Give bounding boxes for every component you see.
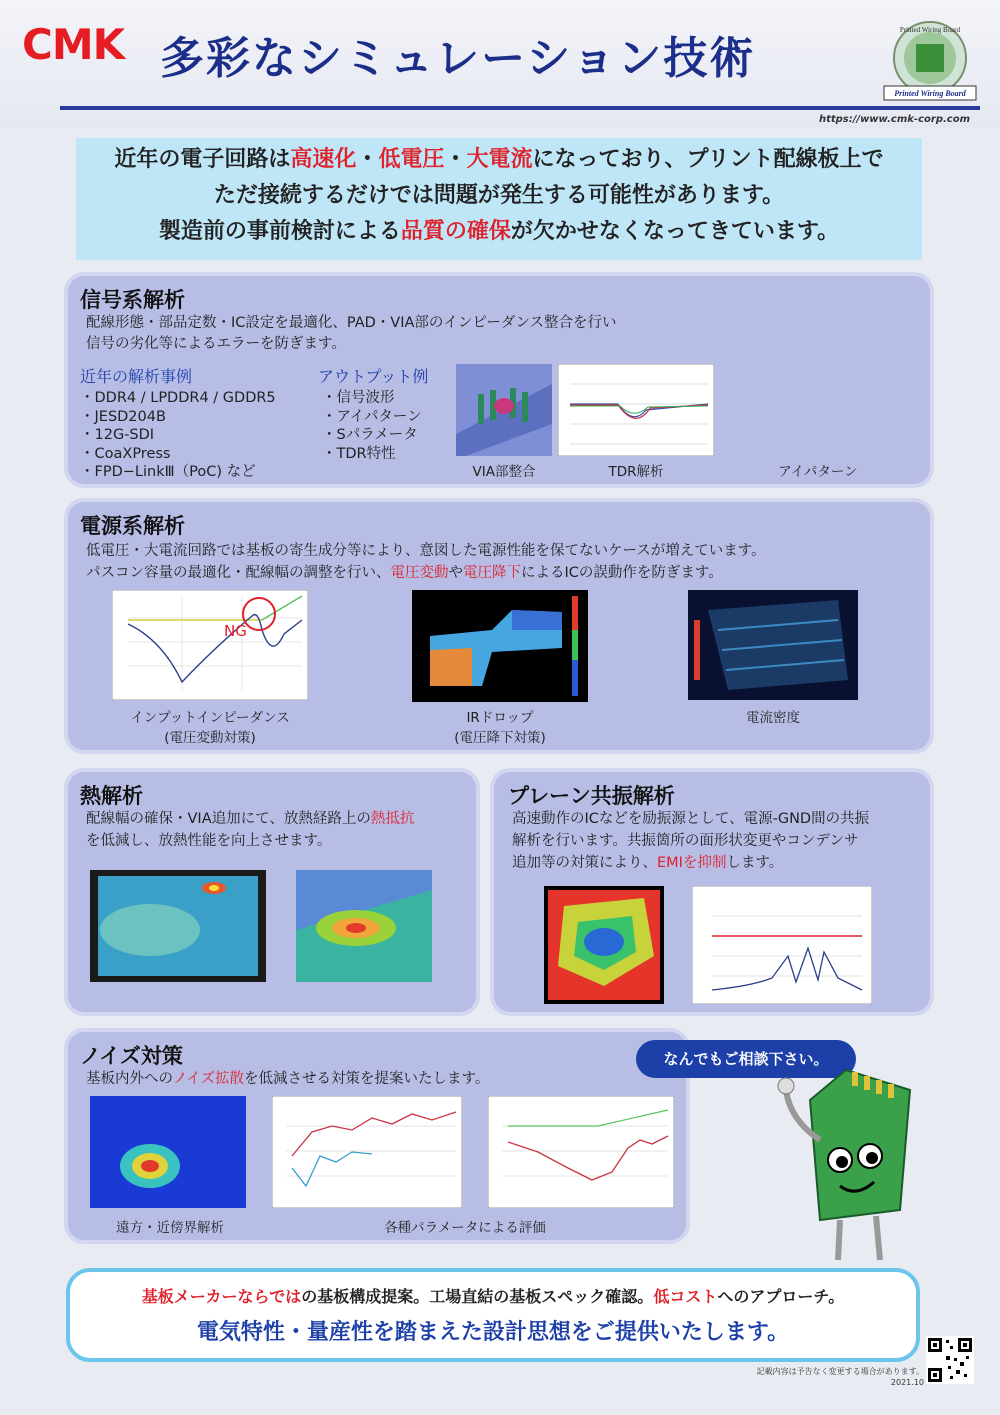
signal-desc-1: 配線形態・部品定数・IC設定を最適化、PAD・VIA部のインピーダンス整合を行い xyxy=(86,315,617,331)
outputs-list xyxy=(322,389,422,463)
case-item: ・DDR4 / LPDDR4 / GDDR5 xyxy=(80,390,276,406)
closing-text: の基板構成提案。工場直結の基板スペック確認。 xyxy=(301,1287,654,1306)
disclaimer: 記載内容は予告なく変更する場合があります。 xyxy=(756,1367,924,1376)
cmk-logo[interactable]: CMK xyxy=(22,20,125,69)
mascot-character xyxy=(760,1060,930,1270)
via-simulation-image xyxy=(456,364,552,456)
intro-text: 近年の電子回路は xyxy=(114,147,291,172)
caption-ir-drop-sub: (電圧降下対策) xyxy=(454,730,546,746)
power-desc-2 xyxy=(86,562,723,584)
power-text: によるICの誤動作を防ぎます。 xyxy=(521,565,723,581)
badge-top-text: Printed Wiring Board xyxy=(899,26,961,34)
page-title: 多彩なシミュレーション技術 xyxy=(160,33,756,84)
caption-current-density: 電流密度 xyxy=(746,710,800,726)
intro-box xyxy=(76,138,922,260)
emission-chart-image xyxy=(272,1096,462,1208)
output-item: ・アイパターン xyxy=(322,408,422,425)
plane-highlight: EMIを抑制 xyxy=(657,855,727,871)
intro-line-1 xyxy=(76,142,922,178)
immunity-chart-image xyxy=(488,1096,674,1208)
plane-desc-1: 高速動作のICなどを励振源として、電源-GND間の共振 xyxy=(512,811,870,827)
ir-drop-image xyxy=(412,590,588,702)
caption-field-analysis: 遠方・近傍界解析 xyxy=(116,1220,224,1236)
plane-text: します。 xyxy=(726,855,784,871)
thermal-desc-1 xyxy=(86,808,414,830)
closing-highlight: 基板メーカーならでは xyxy=(141,1287,302,1306)
intro-text: 製造前の事前検討による xyxy=(158,219,401,244)
power-highlight: 電圧変動 xyxy=(390,565,449,581)
caption-eye: アイパターン xyxy=(778,464,858,480)
output-item: ・TDR特性 xyxy=(322,445,396,462)
noise-text: 基板内外への xyxy=(86,1071,173,1087)
printed-wiring-board-badge xyxy=(882,18,978,102)
intro-text: ・ xyxy=(444,147,467,172)
signal-title: 信号系解析 xyxy=(80,288,185,312)
caption-ir-drop: IRドロップ xyxy=(466,710,534,726)
closing-line-2: 電気特性・量産性を踏まえた設計思想をご提供いたします。 xyxy=(196,1320,790,1345)
thermal-desc-2: を低減し、放熱性能を向上させます。 xyxy=(86,833,332,849)
thermal-text: 配線幅の確保・VIA追加にて、放熱経路上の xyxy=(86,811,371,827)
caption-impedance: インプットインピーダンス xyxy=(130,710,290,726)
power-text: パスコン容量の最適化・配線幅の調整を行い、 xyxy=(86,565,391,581)
closing-text: へのアプローチ。 xyxy=(717,1287,845,1306)
current-density-image xyxy=(688,590,858,700)
case-item: ・CoaXPress xyxy=(80,445,171,462)
noise-title: ノイズ対策 xyxy=(80,1044,183,1068)
ng-label: NG xyxy=(224,622,247,640)
intro-text: になっており、プリント配線板上で xyxy=(532,147,884,172)
closing-line-1 xyxy=(70,1284,916,1307)
power-desc-1: 低電圧・大電流回路では基板の寄生成分等により、意図した電源性能を保てないケースが増えています。 xyxy=(86,543,766,559)
cases-list xyxy=(80,389,276,482)
noise-highlight: ノイズ拡散 xyxy=(173,1071,245,1087)
plane-desc-3 xyxy=(512,852,783,874)
resonance-map-image xyxy=(544,886,664,1004)
intro-highlight: 高速化 xyxy=(290,147,357,172)
signal-desc-2: 信号の劣化等によるエラーを防ぎます。 xyxy=(86,336,346,352)
speech-bubble: なんでもご相談下さい。 xyxy=(636,1040,856,1078)
thermal-map-image-1 xyxy=(90,870,266,982)
intro-text: が欠かせなくなってきています。 xyxy=(510,219,840,244)
impedance-chart-image xyxy=(112,590,308,700)
intro-highlight: 品質の確保 xyxy=(400,219,511,244)
cases-title: 近年の解析事例 xyxy=(80,367,193,386)
closing-highlight: 低コスト xyxy=(653,1287,718,1306)
power-title: 電源系解析 xyxy=(80,514,185,538)
intro-line-2: ただ接続するだけでは問題が発生する可能性があります。 xyxy=(213,183,785,208)
caption-tdr: TDR解析 xyxy=(608,464,664,480)
plane-desc-2: 解析を行います。共振箇所の面形状変更やコンデンサ xyxy=(512,833,859,849)
caption-impedance-sub: (電圧変動対策) xyxy=(164,730,256,746)
plane-title: プレーン共振解析 xyxy=(508,784,675,808)
case-item: ・JESD204B xyxy=(80,408,166,425)
power-highlight: 電圧降下 xyxy=(463,565,521,581)
output-item: ・信号波形 xyxy=(322,390,395,406)
intro-highlight: 低電圧 xyxy=(378,147,445,172)
closing-message-box xyxy=(66,1268,920,1362)
power-text: や xyxy=(448,565,463,581)
qr-code[interactable] xyxy=(926,1336,974,1384)
plane-text: 追加等の対策により、 xyxy=(512,855,657,871)
thermal-map-image-2 xyxy=(296,870,432,982)
issue-date: 2021.10 xyxy=(890,1378,924,1387)
noise-text: を低減させる対策を提案いたします。 xyxy=(244,1071,490,1087)
resonance-chart-image xyxy=(692,886,872,1004)
caption-parameter-evaluation: 各種パラメータによる評価 xyxy=(384,1220,546,1236)
thermal-title: 熱解析 xyxy=(80,784,143,808)
intro-highlight: 大電流 xyxy=(466,147,533,172)
website-url[interactable]: https://www.cmk-corp.com xyxy=(818,114,970,125)
intro-line-3 xyxy=(76,214,922,250)
badge-bottom-text: Printed Wiring Board xyxy=(894,89,966,98)
outputs-title: アウトプット例 xyxy=(318,367,429,386)
intro-text: ・ xyxy=(356,147,379,172)
noise-desc xyxy=(86,1068,489,1090)
thermal-highlight: 熱抵抗 xyxy=(370,811,415,827)
field-analysis-image xyxy=(90,1096,246,1208)
case-item: ・12G-SDI xyxy=(80,427,155,443)
tdr-chart-image xyxy=(558,364,714,456)
header-divider xyxy=(60,106,980,110)
output-item: ・Sパラメータ xyxy=(322,427,418,443)
case-item: ・FPD−LinkⅢ（PoC) など xyxy=(80,464,256,480)
caption-via: VIA部整合 xyxy=(472,464,536,480)
